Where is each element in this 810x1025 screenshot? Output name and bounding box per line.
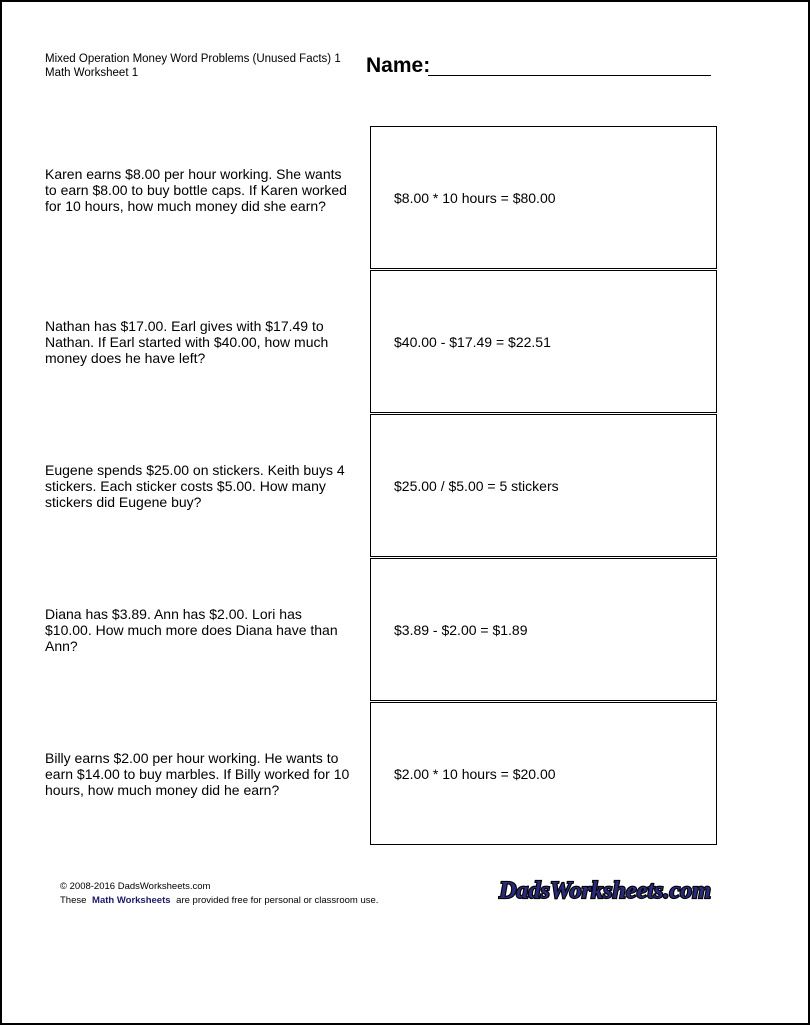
name-line[interactable] xyxy=(428,75,711,76)
worksheet-subtitle: Math Worksheet 1 xyxy=(45,67,139,79)
logo-text: DadsWorksheets.com xyxy=(498,878,711,904)
worksheet-title: Mixed Operation Money Word Problems (Unused Facts) 1 xyxy=(45,53,341,65)
problem-2-text: Nathan has $17.00. Earl gives with $17.49 to Nathan. If Earl started with $40.00, how much money does he have left? xyxy=(45,318,329,366)
answer-box-1 xyxy=(370,126,717,269)
answer-box-5 xyxy=(370,702,717,845)
answer-1-text: $8.00 * 10 hours = $80.00 xyxy=(394,190,556,206)
name-label: Name: xyxy=(366,54,431,77)
problem-4-text: Diana has $3.89. Ann has $2.00. Lori has $10.00. How much more does Diana have than Ann? xyxy=(45,606,338,654)
problem-5-text: Billy earns $2.00 per hour working. He wants to earn $14.00 to buy marbles. If Billy worked for 10 hours, how much money did he earn? xyxy=(45,750,350,798)
footer-note xyxy=(60,894,378,908)
answer-box-4 xyxy=(370,558,717,701)
answer-box-2 xyxy=(370,270,717,413)
answer-2-text: $40.00 - $17.49 = $22.51 xyxy=(394,334,551,350)
answer-5-text: $2.00 * 10 hours = $20.00 xyxy=(394,766,556,782)
answer-3-text: $25.00 / $5.00 = 5 stickers xyxy=(394,478,559,494)
footer-note-prefix: These xyxy=(60,895,87,906)
answer-4-text: $3.89 - $2.00 = $1.89 xyxy=(394,622,528,638)
footer-note-suffix: are provided free for personal or classroom use. xyxy=(176,895,379,906)
dadsworksheets-logo[interactable] xyxy=(498,875,713,905)
answer-box-3 xyxy=(370,414,717,557)
problem-1-text: Karen earns $8.00 per hour working. She wants to earn $8.00 to buy bottle caps. If Karen worked for 10 hours, how much money did she earn? xyxy=(45,166,347,214)
problem-3-text: Eugene spends $25.00 on stickers. Keith buys 4 stickers. Each sticker costs $5.00. How many stickers did Eugene buy? xyxy=(45,462,345,510)
math-worksheets-link[interactable]: Math Worksheets xyxy=(92,895,171,906)
footer-copyright: © 2008-2016 DadsWorksheets.com xyxy=(60,881,211,892)
